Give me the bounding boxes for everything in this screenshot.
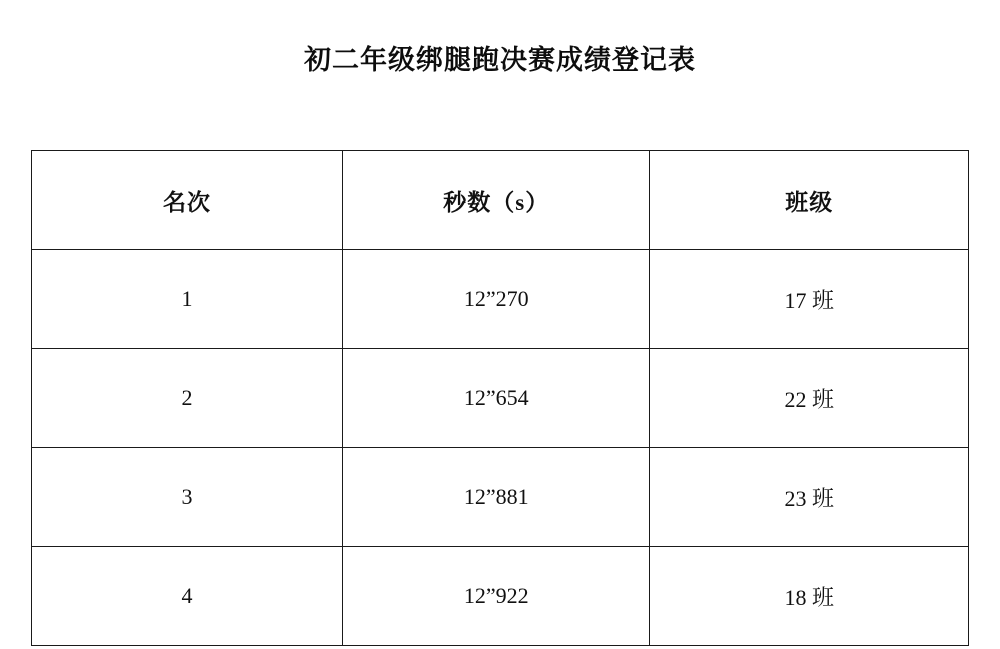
cell-rank: 4 <box>32 547 343 646</box>
table-row <box>32 547 969 646</box>
results-table <box>31 150 969 646</box>
cell-time: 12”922 <box>343 547 650 646</box>
cell-class: 18 班 <box>650 547 969 646</box>
cell-class: 22 班 <box>650 349 969 448</box>
table-row <box>32 349 969 448</box>
table-row <box>32 448 969 547</box>
table-row <box>32 250 969 349</box>
cell-rank: 2 <box>32 349 343 448</box>
cell-time: 12”654 <box>343 349 650 448</box>
cell-time: 12”881 <box>343 448 650 547</box>
column-header-class: 班级 <box>650 151 969 250</box>
cell-time: 12”270 <box>343 250 650 349</box>
table-header-row <box>32 151 969 250</box>
results-table-container <box>31 150 969 646</box>
cell-rank: 3 <box>32 448 343 547</box>
cell-class: 17 班 <box>650 250 969 349</box>
cell-rank: 1 <box>32 250 343 349</box>
column-header-time: 秒数（s） <box>343 151 650 250</box>
page-title: 初二年级绑腿跑决赛成绩登记表 <box>304 45 696 75</box>
cell-class: 23 班 <box>650 448 969 547</box>
column-header-rank: 名次 <box>32 151 343 250</box>
